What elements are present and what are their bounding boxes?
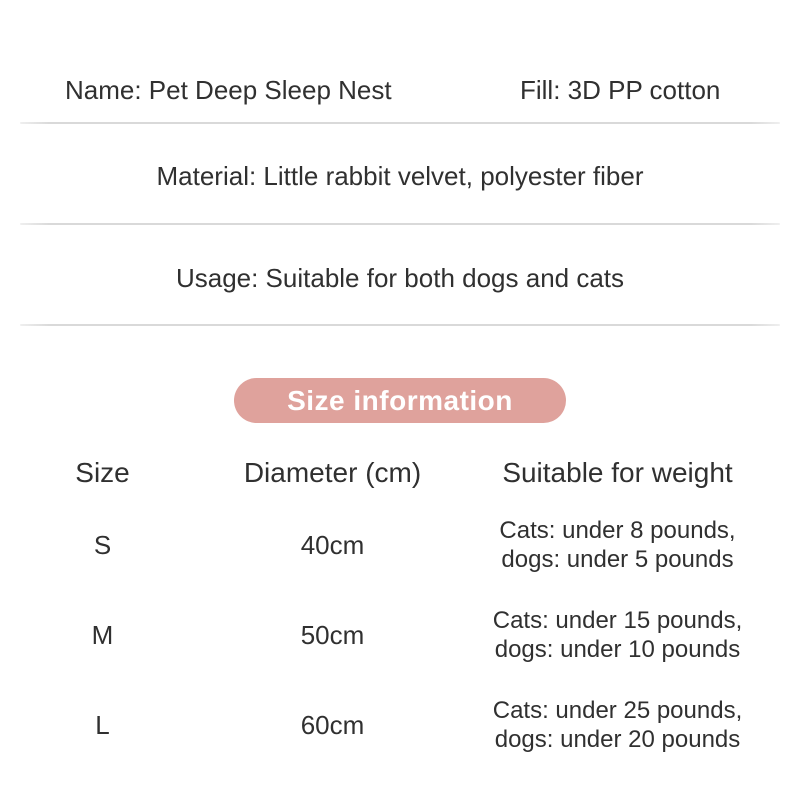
product-name-text: Name: Pet Deep Sleep Nest <box>65 75 392 105</box>
column-header-diameter: Diameter (cm) <box>243 456 422 488</box>
size-information-badge-label: Size information <box>287 384 513 416</box>
divider <box>20 324 780 326</box>
product-usage-text: Usage: Suitable for both dogs and cats <box>175 263 625 293</box>
weight-line-dogs: dogs: under 5 pounds <box>501 546 734 573</box>
size-value: L <box>95 710 110 740</box>
column-header-weight: Suitable for weight <box>502 456 733 488</box>
product-material-text: Material: Little rabbit velvet, polyester fiber <box>156 161 644 191</box>
weight-value <box>460 590 775 680</box>
weight-line-cats: Cats: under 25 pounds, <box>492 697 743 724</box>
weight-line-cats: Cats: under 8 pounds, <box>499 517 736 544</box>
size-table <box>0 445 800 770</box>
spec-row-name-fill <box>0 76 800 104</box>
weight-line-dogs: dogs: under 10 pounds <box>494 636 741 663</box>
divider <box>20 223 780 225</box>
diameter-value: 60cm <box>300 710 365 740</box>
column-header-size: Size <box>75 456 130 488</box>
diameter-value: 50cm <box>300 620 365 650</box>
weight-line-dogs: dogs: under 20 pounds <box>494 726 741 753</box>
weight-value <box>460 680 775 770</box>
size-value: S <box>93 530 112 560</box>
size-value: M <box>91 620 114 650</box>
size-information-badge <box>234 378 566 423</box>
weight-line-cats: Cats: under 15 pounds, <box>492 607 743 634</box>
diameter-value: 40cm <box>300 530 365 560</box>
product-fill-text: Fill: 3D PP cotton <box>520 75 721 105</box>
weight-value <box>460 500 775 590</box>
divider <box>20 122 780 124</box>
